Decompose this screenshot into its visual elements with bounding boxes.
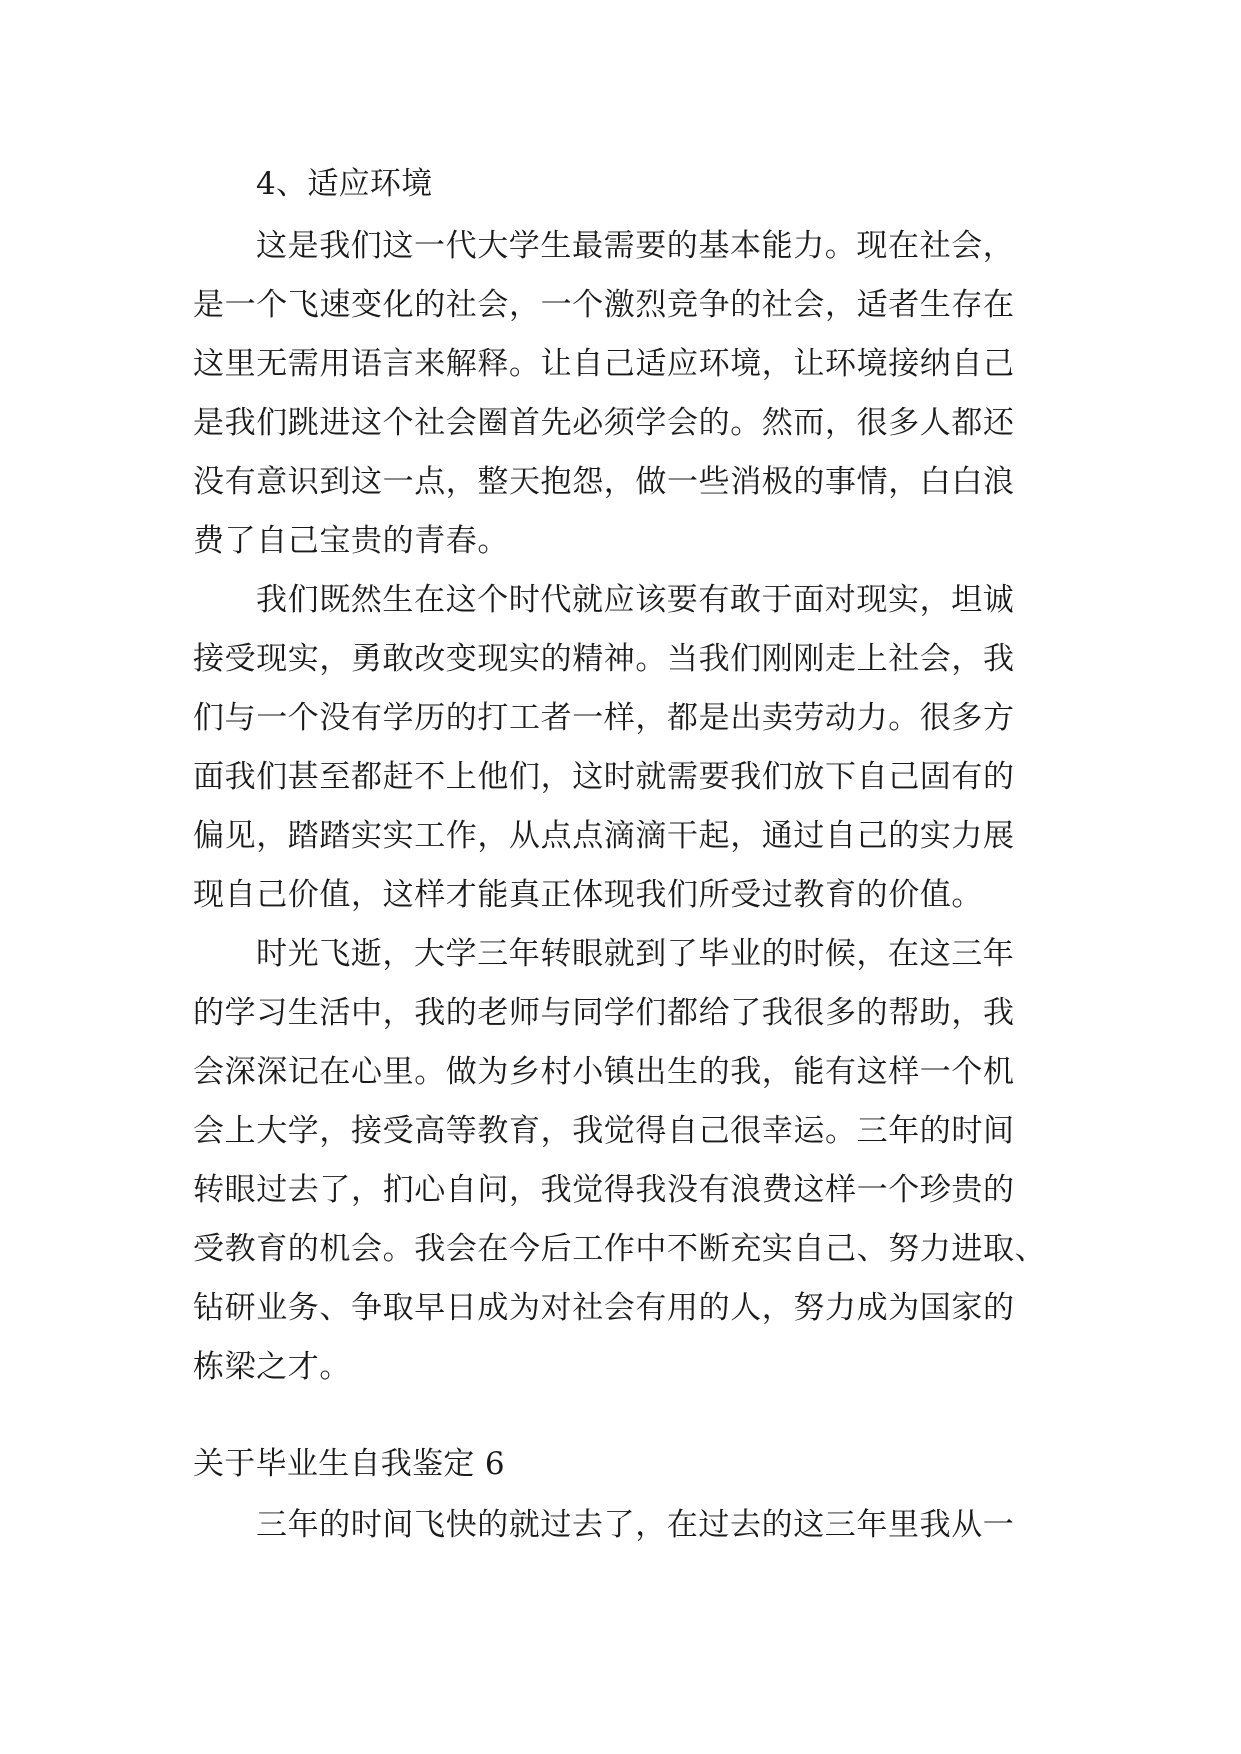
paragraph-line: 时光飞逝，大学三年转眼就到了毕业的时候，在这三年 bbox=[256, 936, 1015, 972]
paragraph-line: 这是我们这一代大学生最需要的基本能力。现在社会， bbox=[256, 228, 1015, 264]
paragraph-line: 受教育的机会。我会在今后工作中不断充实自己、努力进取、 bbox=[193, 1231, 1047, 1267]
paragraph-line: 栋梁之才。 bbox=[193, 1349, 351, 1385]
paragraph-line: 三年的时间飞快的就过去了，在过去的这三年里我从一 bbox=[256, 1507, 1015, 1543]
paragraph-line: 没有意识到这一点，整天抱怨，做一些消极的事情，白白浪 bbox=[193, 464, 1015, 500]
paragraph-line: 接受现实，勇敢改变现实的精神。当我们刚刚走上社会，我 bbox=[193, 641, 1015, 677]
section-title: 关于毕业生自我鉴定 6 bbox=[193, 1446, 505, 1482]
paragraph-line: 这里无需用语言来解释。让自己适应环境，让环境接纳自己 bbox=[193, 346, 1015, 382]
paragraph-line: 会上大学，接受高等教育，我觉得自己很幸运。三年的时间 bbox=[193, 1113, 1015, 1149]
paragraph-line: 是我们跳进这个社会圈首先必须学会的。然而，很多人都还 bbox=[193, 405, 1015, 441]
paragraph-line: 钻研业务、争取早日成为对社会有用的人，努力成为国家的 bbox=[193, 1290, 1015, 1326]
paragraph-line: 现自己价值，这样才能真正体现我们所受过教育的价值。 bbox=[193, 877, 983, 913]
paragraph-line: 我们既然生在这个时代就应该要有敢于面对现实，坦诚 bbox=[256, 582, 1015, 618]
paragraph-line: 会深深记在心里。做为乡村小镇出生的我，能有这样一个机 bbox=[193, 1054, 1015, 1090]
paragraph-line: 费了自己宝贵的青春。 bbox=[193, 523, 509, 559]
paragraph-line: 偏见，踏踏实实工作，从点点滴滴干起，通过自己的实力展 bbox=[193, 818, 1015, 854]
section-heading: 4、适应环境 bbox=[256, 166, 433, 202]
paragraph-line: 们与一个没有学历的打工者一样，都是出卖劳动力。很多方 bbox=[193, 700, 1015, 736]
paragraph-line: 的学习生活中，我的老师与同学们都给了我很多的帮助，我 bbox=[193, 995, 1015, 1031]
paragraph-line: 面我们甚至都赶不上他们，这时就需要我们放下自己固有的 bbox=[193, 759, 1015, 795]
paragraph-line: 转眼过去了，扪心自问，我觉得我没有浪费这样一个珍贵的 bbox=[193, 1172, 1015, 1208]
paragraph-line: 是一个飞速变化的社会，一个激烈竞争的社会，适者生存在 bbox=[193, 287, 1015, 323]
